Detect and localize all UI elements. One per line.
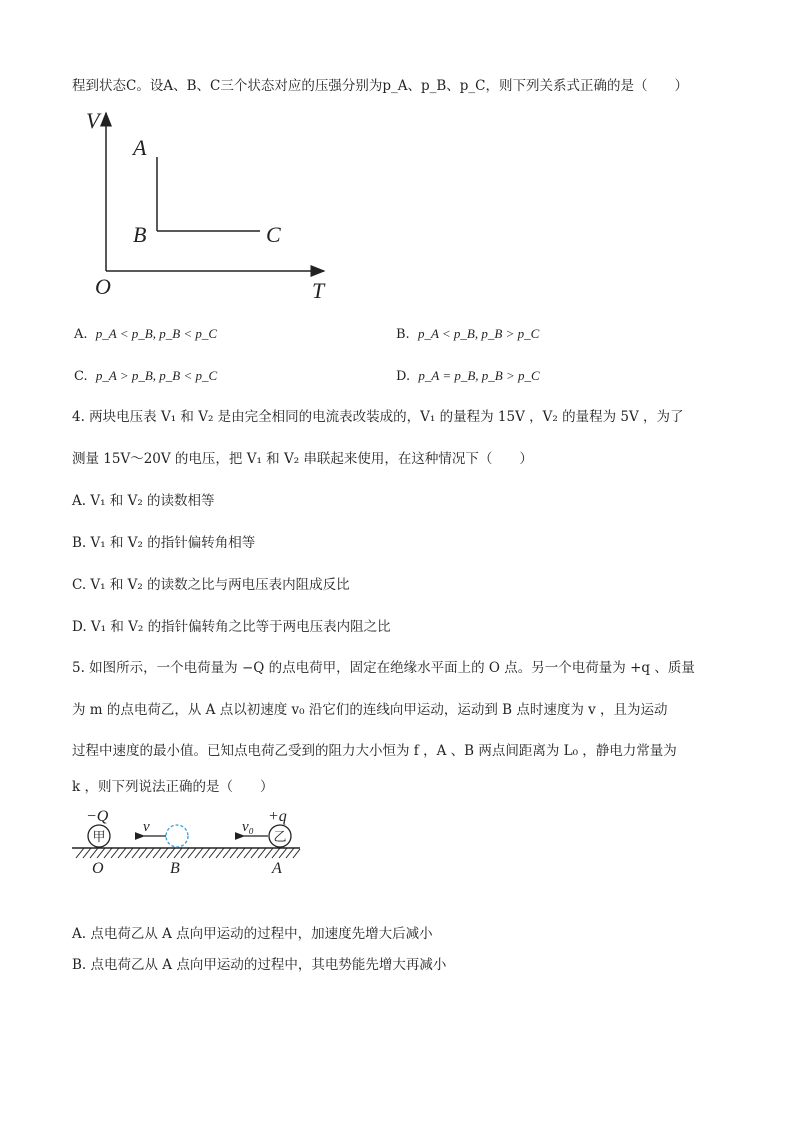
point-a-label: A <box>133 135 147 160</box>
point-b-label: B <box>170 860 180 877</box>
q5-stem-line4: k ，则下列说法正确的是（ ） <box>72 779 274 795</box>
q3-option-b[interactable]: B. p_A < p_B, p_B > p_C <box>396 326 540 342</box>
q4-option-d[interactable]: D. V₁ 和 V₂ 的指针偏转角之比等于两电压表内阻之比 <box>72 619 391 635</box>
q5-option-b[interactable]: B. 点电荷乙从 A 点向甲运动的过程中，其电势能先增大再减小 <box>72 957 447 973</box>
position-b-ball <box>166 825 188 847</box>
q5-stem-line1: 5. 如图所示，一个电荷量为 −Q 的点电荷甲，固定在绝缘水平面上的 O 点。另一个电荷量为 +q 、质量 <box>72 660 695 676</box>
charge-yi-label: 乙 <box>273 830 287 845</box>
point-o-label: O <box>92 860 104 877</box>
origin-label: O <box>95 274 111 299</box>
question3-stem-tail: 程到状态C。设A、B、C三个状态对应的压强分别为p_A、p_B、p_C，则下列关系式正确的是（ ） <box>72 78 689 94</box>
point-c-label: C <box>266 222 281 247</box>
q4-stem-line2: 测量 15V～20V 的电压，把 V₁ 和 V₂ 串联起来使用，在这种情况下（ ） <box>72 451 533 467</box>
q5-stem-line2: 为 m 的点电荷乙，从 A 点以初速度 v₀ 沿它们的连线向甲运动，运动到 B 点时速度为 v ，且为运动 <box>72 702 668 718</box>
ground-hatching <box>76 848 300 858</box>
y-axis-label: V <box>86 108 100 133</box>
q4-option-c[interactable]: C. V₁ 和 V₂ 的读数之比与两电压表内阻成反比 <box>72 577 350 593</box>
q3-option-c[interactable]: C. p_A > p_B, p_B < p_C <box>74 368 218 384</box>
velocity-v-label: v <box>143 819 150 835</box>
q4-stem-line1: 4. 两块电压表 V₁ 和 V₂ 是由完全相同的电流表改装成的，V₁ 的量程为 15V ，V₂ 的量程为 5V ，为了 <box>72 409 684 425</box>
point-b-label: B <box>133 222 147 247</box>
x-axis-label: T <box>312 278 325 303</box>
point-a-label: A <box>272 860 282 877</box>
q4-option-a[interactable]: A. V₁ 和 V₂ 的读数相等 <box>72 493 215 509</box>
velocity-v0-label: v₀ <box>242 819 254 835</box>
q5-option-a[interactable]: A. 点电荷乙从 A 点向甲运动的过程中，加速度先增大后减小 <box>72 926 433 942</box>
q5-stem-line3: 过程中速度的最小值。已知点电荷乙受到的阻力大小恒为 f ，A 、B 两点间距离为 L₀ ，静电力常量为 <box>72 743 677 759</box>
q3-option-a[interactable]: A. p_A < p_B, p_B < p_C <box>74 326 218 342</box>
negative-charge-label: −Q <box>86 808 109 825</box>
charge-jia-label: 甲 <box>92 830 106 845</box>
q3-option-d[interactable]: D. p_A = p_B, p_B > p_C <box>396 368 540 384</box>
positive-charge-label: +q <box>268 808 287 825</box>
q4-option-b[interactable]: B. V₁ 和 V₂ 的指针偏转角相等 <box>72 535 256 551</box>
